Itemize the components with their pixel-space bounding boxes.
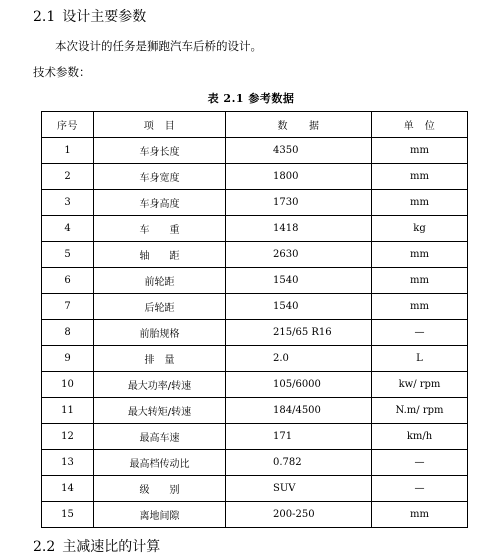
cell-data: 1418	[226, 216, 372, 242]
table-row	[42, 502, 468, 528]
cell-data: SUV	[226, 476, 372, 502]
cell-item: 车身高度	[94, 190, 226, 216]
cell-data: 1800	[226, 164, 372, 190]
cell-item: 离地间隙	[94, 502, 226, 528]
table-header-row	[42, 112, 468, 138]
cell-data: 4350	[226, 138, 372, 164]
cell-data: 1540	[226, 268, 372, 294]
cell-unit: mm	[372, 502, 468, 528]
cell-unit: mm	[372, 190, 468, 216]
cell-index: 13	[42, 450, 94, 476]
section-heading-2-1	[33, 8, 146, 26]
cell-item: 最高车速	[94, 424, 226, 450]
cell-unit: mm	[372, 164, 468, 190]
table-row	[42, 138, 468, 164]
cell-index: 5	[42, 242, 94, 268]
section-title: 设计主要参数	[62, 9, 147, 25]
table-row	[42, 320, 468, 346]
cell-index: 1	[42, 138, 94, 164]
cell-item: 排 量	[94, 346, 226, 372]
intro-paragraph: 本次设计的任务是狮跑汽车后桥的设计。	[55, 39, 262, 53]
cell-unit: mm	[372, 294, 468, 320]
cell-index: 15	[42, 502, 94, 528]
cell-index: 14	[42, 476, 94, 502]
cell-item: 后轮距	[94, 294, 226, 320]
reference-data-table	[41, 111, 468, 528]
cell-data: 1730	[226, 190, 372, 216]
cell-index: 12	[42, 424, 94, 450]
section-heading-2-2	[33, 538, 160, 556]
cell-index: 7	[42, 294, 94, 320]
cell-item: 轴 距	[94, 242, 226, 268]
cell-index: 6	[42, 268, 94, 294]
cell-unit: km/h	[372, 424, 468, 450]
cell-unit: —	[372, 450, 468, 476]
cell-item: 车身宽度	[94, 164, 226, 190]
section-title: 主减速比的计算	[62, 539, 161, 555]
header-data: 数 据	[226, 112, 372, 138]
cell-item: 车身长度	[94, 138, 226, 164]
cell-item: 车 重	[94, 216, 226, 242]
table-row	[42, 450, 468, 476]
cell-index: 9	[42, 346, 94, 372]
header-index: 序号	[42, 112, 94, 138]
cell-data: 105/6000	[226, 372, 372, 398]
cell-index: 11	[42, 398, 94, 424]
tech-params-label: 技术参数：	[33, 65, 91, 79]
cell-data: 215/65 R16	[226, 320, 372, 346]
cell-data: 0.782	[226, 450, 372, 476]
cell-index: 8	[42, 320, 94, 346]
table-row	[42, 398, 468, 424]
table-row	[42, 294, 468, 320]
cell-unit: —	[372, 320, 468, 346]
cell-unit: kg	[372, 216, 468, 242]
section-number: 2.2	[33, 539, 56, 555]
caption-title: 参考数据	[248, 92, 295, 105]
header-item: 项 目	[94, 112, 226, 138]
cell-data: 184/4500	[226, 398, 372, 424]
cell-unit: mm	[372, 268, 468, 294]
cell-unit: mm	[372, 242, 468, 268]
cell-index: 2	[42, 164, 94, 190]
table-row	[42, 372, 468, 398]
table-row	[42, 476, 468, 502]
table-body	[42, 138, 468, 528]
cell-data: 2630	[226, 242, 372, 268]
cell-unit: mm	[372, 138, 468, 164]
cell-index: 4	[42, 216, 94, 242]
table-row	[42, 190, 468, 216]
cell-item: 前轮距	[94, 268, 226, 294]
caption-prefix: 表	[207, 92, 220, 105]
table-row	[42, 242, 468, 268]
cell-unit: N.m/ rpm	[372, 398, 468, 424]
section-number: 2.1	[33, 9, 56, 25]
cell-index: 10	[42, 372, 94, 398]
cell-data: 1540	[226, 294, 372, 320]
cell-data: 171	[226, 424, 372, 450]
header-unit: 单 位	[372, 112, 468, 138]
cell-item: 最大转矩/转速	[94, 398, 226, 424]
cell-item: 最大功率/转速	[94, 372, 226, 398]
table-row	[42, 268, 468, 294]
cell-data: 2.0	[226, 346, 372, 372]
cell-index: 3	[42, 190, 94, 216]
table-row	[42, 424, 468, 450]
cell-unit: kw/ rpm	[372, 372, 468, 398]
cell-data: 200-250	[226, 502, 372, 528]
table-row	[42, 216, 468, 242]
cell-item: 级 别	[94, 476, 226, 502]
cell-item: 最高档传动比	[94, 450, 226, 476]
cell-item: 前胎规格	[94, 320, 226, 346]
cell-unit: —	[372, 476, 468, 502]
table-row	[42, 346, 468, 372]
caption-number: 2.1	[223, 92, 245, 105]
table-caption	[0, 92, 502, 106]
table-row	[42, 164, 468, 190]
cell-unit: L	[372, 346, 468, 372]
